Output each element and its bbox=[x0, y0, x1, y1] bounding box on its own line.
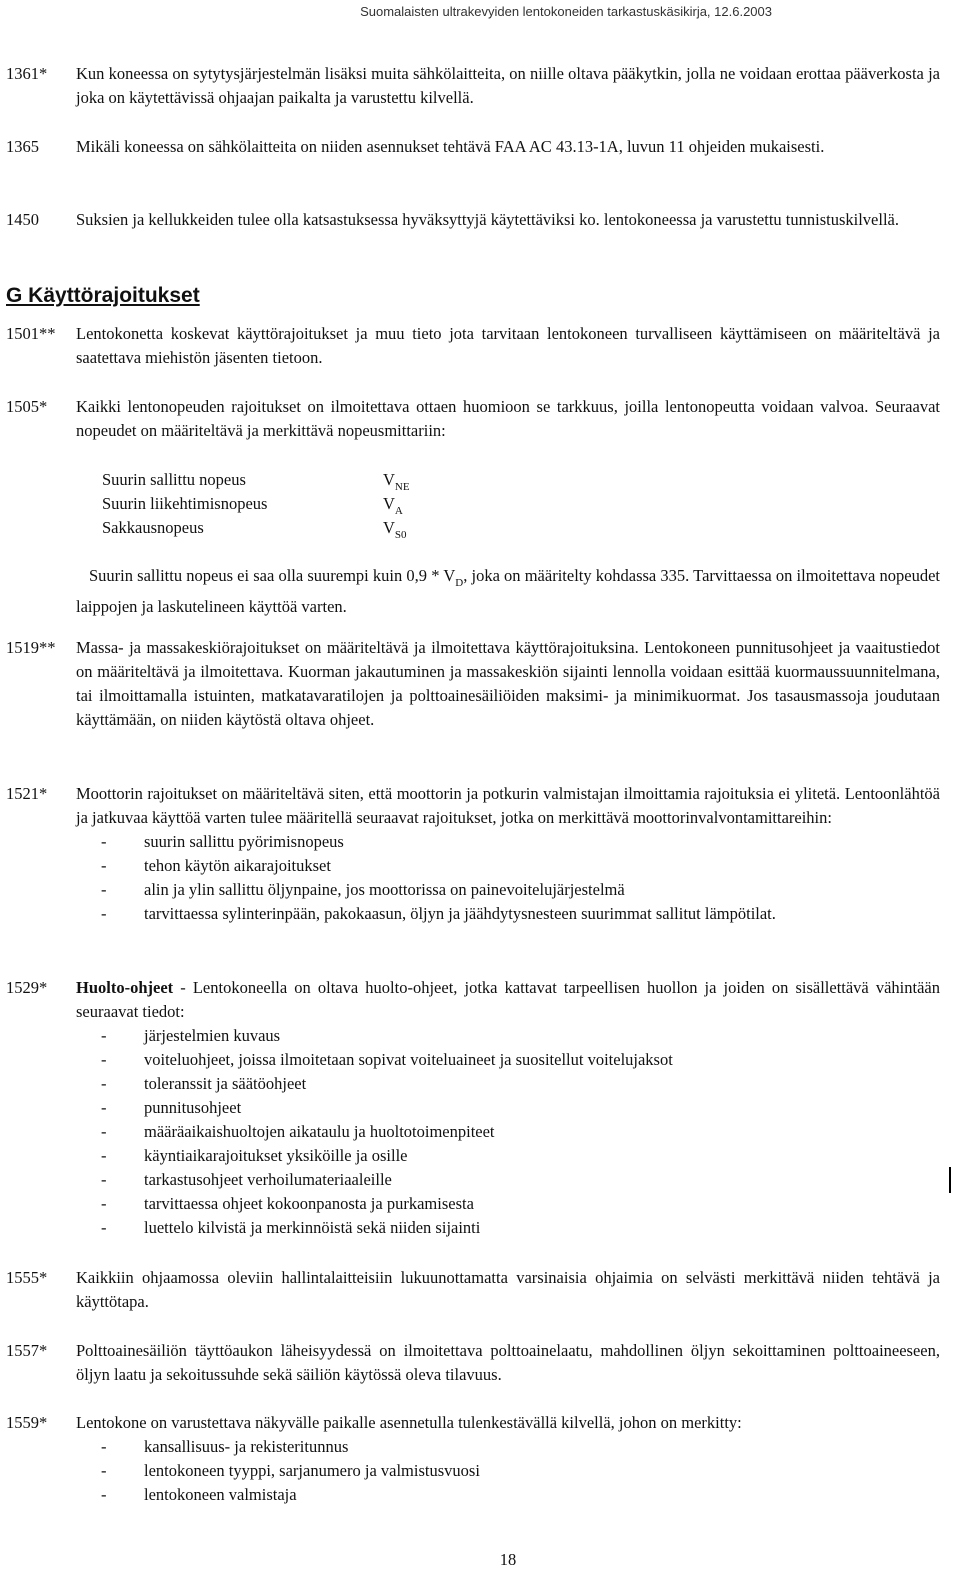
section-content bbox=[76, 1411, 940, 1507]
section-text: Suksien ja kellukkeiden tulee olla katsastuksessa hyväksyttyjä käytettäviksi ko. lentokoneessa ja varustettu tunnistuskilvellä. bbox=[76, 210, 900, 229]
section-number: 1361* bbox=[6, 64, 48, 83]
list-item: - järjestelmien kuvaus bbox=[101, 1026, 281, 1045]
list-item: - tarvittaessa ohjeet kokoonpanosta ja purkamisesta bbox=[101, 1194, 474, 1213]
speed-table bbox=[102, 468, 432, 540]
section-text: Massa- ja massakeskiörajoitukset on määriteltävä ja ilmoitettava käyttörajoituksina. Lentokoneen punnitusohjeet ja vaaitustiedot on määriteltävä ja ilmoitettava. Kuorman jakautuminen ja massakeskiön sijainti lennolla voidaan esittää kuormaussuunnitelmana, tai ilmoittamalla istuinten, matkatavaratilojen ja polttoainesäiliöiden maksimi- ja minimikuormat. Jos tasausmassoja joudutaan käyttämään, on niiden käytöstä oltava ohjeet. bbox=[76, 638, 940, 729]
list-item: - tarvittaessa sylinterinpään, pakokaasun, öljyn ja jäähdytysnesteen suurimmat sallitut lämpötilat. bbox=[101, 904, 776, 923]
speed-symbol: $V_{S0}$ bbox=[383, 518, 407, 541]
section-text: Kaikkiin ohjaamossa oleviin hallintalaitteisiin lukuunottamatta varsinaisia ohjaimia on selvästi merkittävä niiden tehtävä ja käyttötapa. bbox=[76, 1268, 940, 1311]
section-1557 bbox=[6, 1339, 940, 1387]
speed-row bbox=[102, 516, 432, 540]
list-item: - käyntiaikarajoitukset yksiköille ja osille bbox=[101, 1146, 408, 1165]
section-number: 1555* bbox=[6, 1268, 48, 1287]
section-text: Polttoainesäiliön täyttöaukon läheisyydessä on ilmoitettava polttoainelaatu, mahdollinen öljyn sekoittaminen polttoaineeseen, öljyn laatu ja sekoitussuhde sekä säiliön käytössä oleva tilavuus. bbox=[76, 1341, 940, 1384]
speed-name: Sakkausnopeus bbox=[102, 518, 204, 537]
list-item: - alin ja ylin sallittu öljynpaine, jos moottorissa on painevoitelujärjestelmä bbox=[101, 880, 625, 899]
section-text: Moottorin rajoitukset on määriteltävä siten, että moottorin ja potkurin valmistajan ilmoittamia rajoituksia ei ylitetä. Lentoonlähtöä ja jatkuvaa käyttöä varten tulee määritellä seuraavat rajoitukset, jotka on merkittävä moottorinvalvontamittareihin: bbox=[76, 784, 940, 827]
section-number: 1365 bbox=[6, 137, 39, 156]
revision-bar bbox=[949, 1167, 951, 1193]
section-text: Kaikki lentonopeuden rajoitukset on ilmoitettava ottaen huomioon se tarkkuus, joilla lentonopeutta voidaan valvoa. Seuraavat nopeudet on määriteltävä ja merkittävä nopeusmittariin: bbox=[76, 397, 940, 440]
section-1361 bbox=[6, 62, 940, 110]
list-item: - tarkastusohjeet verhoilumateriaaleille bbox=[101, 1170, 392, 1189]
section-1521 bbox=[6, 782, 940, 926]
section-text: Mikäli koneessa on sähkölaitteita on niiden asennukset tehtävä FAA AC 43.13-1A, luvun 11 ohjeiden mukaisesti. bbox=[76, 137, 825, 156]
section-number: 1529* bbox=[6, 978, 48, 997]
section-1555 bbox=[6, 1266, 940, 1314]
section-number: 1505* bbox=[6, 397, 48, 416]
section-text: Lentokone on varustettava näkyvälle paikalle asennetulla tulenkestävällä kilvellä, johon on merkitty: bbox=[76, 1413, 742, 1432]
list-item: - suurin sallittu pyörimisnopeus bbox=[101, 832, 344, 851]
page-header: Suomalaisten ultrakevyiden lentokoneiden tarkastuskäsikirja, 12.6.2003 bbox=[360, 4, 772, 19]
list-item: - voiteluohjeet, joissa ilmoitetaan sopivat voiteluaineet ja suositellut voitelujaksot bbox=[101, 1050, 673, 1069]
page-number: 18 bbox=[499, 1550, 517, 1569]
bold-term: Huolto-ohjeet bbox=[76, 978, 174, 997]
section-text: Huolto-ohjeet - Lentokoneella on oltava huolto-ohjeet, jotka kattavat tarpeellisen huollon ja joiden on sisällettävä vähintään seuraavat tiedot: bbox=[76, 978, 940, 1021]
speed-note: Suurin sallittu nopeus ei saa olla suurempi kuin $0,9 * V_D$, joka on määritelty kohdassa 335. Tarvittaessa on ilmoitettava nopeudet laippojen ja laskutelineen käyttöä varten. bbox=[76, 566, 940, 616]
section-number: 1557* bbox=[6, 1341, 48, 1360]
speed-symbol: $V_{NE}$ bbox=[383, 470, 410, 493]
bullet-list bbox=[76, 1024, 940, 1240]
list-item: - lentokoneen valmistaja bbox=[101, 1485, 297, 1504]
list-item: - lentokoneen tyyppi, sarjanumero ja valmistusvuosi bbox=[101, 1461, 480, 1480]
bullet-list bbox=[76, 1435, 940, 1507]
section-1559 bbox=[6, 1411, 940, 1507]
section-number: 1501** bbox=[6, 324, 56, 343]
speed-name: Suurin liikehtimisnopeus bbox=[102, 494, 268, 513]
section-1501 bbox=[6, 322, 940, 370]
section-number: 1450 bbox=[6, 210, 39, 229]
section-number: 1559* bbox=[6, 1413, 48, 1432]
section-1529 bbox=[6, 976, 940, 1240]
list-item: - määräaikaishuoltojen aikataulu ja huoltotoimenpiteet bbox=[101, 1122, 495, 1141]
list-item: - punnitusohjeet bbox=[101, 1098, 242, 1117]
section-heading: G Käyttörajoitukset bbox=[6, 284, 200, 307]
section-text: Kun koneessa on sytytysjärjestelmän lisäksi muita sähkölaitteita, on niille oltava pääkytkin, jolla ne voidaan erottaa pääverkosta ja joka on käytettävissä ohjaajan paikalta ja varustettu kilvellä. bbox=[76, 64, 940, 107]
section-1450 bbox=[6, 208, 940, 232]
speed-name: Suurin sallittu nopeus bbox=[102, 470, 246, 489]
section-content bbox=[76, 782, 940, 926]
speed-symbol: $V_A$ bbox=[383, 494, 403, 517]
section-number: 1519** bbox=[6, 638, 56, 657]
speed-row bbox=[102, 468, 432, 492]
list-item: - kansallisuus- ja rekisteritunnus bbox=[101, 1437, 349, 1456]
list-item: - tehon käytön aikarajoitukset bbox=[101, 856, 331, 875]
section-1505 bbox=[6, 395, 940, 443]
list-item: - luettelo kilvistä ja merkinnöistä sekä niiden sijainti bbox=[101, 1218, 481, 1237]
list-item: - toleranssit ja säätöohjeet bbox=[101, 1074, 307, 1093]
section-1519 bbox=[6, 636, 940, 732]
section-text: Lentokonetta koskevat käyttörajoitukset ja muu tieto jota tarvitaan lentokoneen turvalliseen käyttämiseen on määriteltävä ja saatettava miehistön jäsenten tietoon. bbox=[76, 324, 940, 367]
speed-row bbox=[102, 492, 432, 516]
section-1365 bbox=[6, 135, 940, 159]
section-content bbox=[76, 976, 940, 1240]
bullet-list bbox=[76, 830, 940, 926]
section-number: 1521* bbox=[6, 784, 48, 803]
